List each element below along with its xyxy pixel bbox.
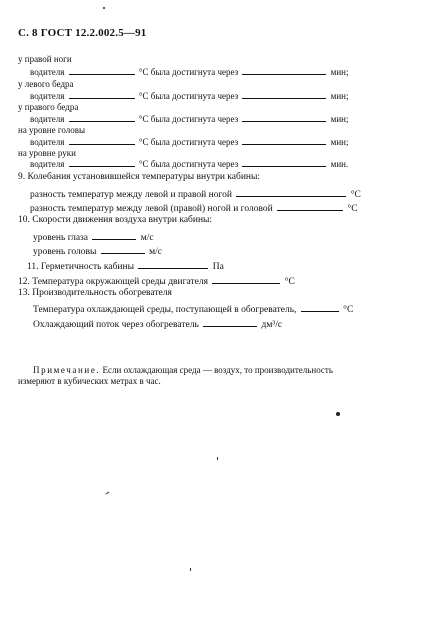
temp-driver-label: водителя <box>30 114 65 124</box>
temp-unit: мин; <box>330 91 349 101</box>
temp-middle-label: °С была достигнута через <box>138 91 239 101</box>
s13-l1-label: Температура охлаждающей среды, поступающей в обогреватель, <box>33 305 297 315</box>
note-text-1: Если охлаждающая среда — воздух, то производительность <box>102 365 333 375</box>
section-13-line-1 <box>33 303 353 316</box>
scan-speck <box>103 7 105 9</box>
temp-value-field <box>69 113 135 122</box>
section-13-line-2 <box>33 318 282 331</box>
temp-middle-label: °С была достигнута через <box>138 137 239 147</box>
section-9-title: 9. Колебания установившейся температуры внутри кабины: <box>18 172 261 182</box>
s9-l2-label: разность температур между левой (правой) ногой и головой <box>30 204 273 214</box>
s13-l2-unit: дм³/с <box>261 320 283 330</box>
s10-l1-label: уровень глаза <box>33 233 89 243</box>
time-value-field <box>242 66 326 75</box>
temp-unit: мин; <box>330 114 349 124</box>
temp-unit: мин. <box>330 159 349 169</box>
s9-l1-unit: °С <box>350 190 361 200</box>
temp-location-5: на уровне руки <box>18 148 76 158</box>
temp-unit: мин; <box>330 67 349 77</box>
section-9-line-1 <box>30 188 361 201</box>
scan-speck <box>336 412 340 416</box>
s13-l2-field <box>203 318 257 327</box>
temp-row-3 <box>30 113 348 124</box>
temp-unit: мин; <box>330 137 349 147</box>
s12-label: 12. Температура окружающей среды двигателя <box>18 277 208 287</box>
time-value-field <box>242 113 326 122</box>
s11-field <box>138 260 208 269</box>
section-10-title: 10. Скорости движения воздуха внутри кабины: <box>18 215 213 225</box>
time-value-field <box>242 90 326 99</box>
s13-l1-field <box>301 303 339 312</box>
scan-speck <box>106 491 110 494</box>
temp-value-field <box>69 66 135 75</box>
s13-l2-label: Охлаждающий поток через обогреватель <box>33 320 199 330</box>
s13-l1-unit: °С <box>343 305 354 315</box>
s10-l2-field <box>101 245 145 254</box>
temp-row-4 <box>30 136 348 147</box>
temp-row-2 <box>30 90 348 101</box>
scan-speck <box>217 457 218 460</box>
section-12 <box>18 275 295 288</box>
s9-l2-unit: °С <box>347 204 358 214</box>
s10-l2-label: уровень головы <box>33 247 97 257</box>
s11-unit: Па <box>212 262 224 272</box>
temp-value-field <box>69 158 135 167</box>
s10-l1-unit: м/с <box>140 233 154 243</box>
scan-speck <box>190 568 191 571</box>
s12-field <box>212 275 280 284</box>
temp-value-field <box>69 136 135 145</box>
temp-driver-label: водителя <box>30 67 65 77</box>
s10-l1-field <box>92 231 136 240</box>
page-header: С. 8 ГОСТ 12.2.002.5—91 <box>18 27 147 39</box>
s9-l2-field <box>277 202 343 211</box>
time-value-field <box>242 136 326 145</box>
s9-l1-label: разность температур между левой и правой ногой <box>30 190 232 200</box>
section-11 <box>27 260 224 273</box>
temp-location-2: у левого бедра <box>18 79 74 89</box>
temp-location-4: на уровне головы <box>18 125 86 135</box>
note-line-2: измеряют в кубических метрах в час. <box>18 376 161 386</box>
temp-location-3: у правого бедра <box>18 102 79 112</box>
temp-middle-label: °С была достигнута через <box>138 67 239 77</box>
section-9-line-2 <box>30 202 358 215</box>
temp-location-1: у правой ноги <box>18 54 72 64</box>
temp-middle-label: °С была достигнута через <box>138 159 239 169</box>
note-line-1 <box>33 366 333 375</box>
section-10-line-1 <box>33 231 154 244</box>
time-value-field <box>242 158 326 167</box>
s9-l1-field <box>236 188 346 197</box>
s11-label: 11. Герметичность кабины <box>27 262 134 272</box>
s12-unit: °С <box>284 277 295 287</box>
note-label: Примечание. <box>33 365 101 375</box>
temp-row-5 <box>30 158 348 169</box>
temp-driver-label: водителя <box>30 159 65 169</box>
temp-driver-label: водителя <box>30 91 65 101</box>
temp-driver-label: водителя <box>30 137 65 147</box>
section-13-title: 13. Производительность обогревателя <box>18 288 172 298</box>
temp-row-1 <box>30 66 348 77</box>
temp-value-field <box>69 90 135 99</box>
temp-middle-label: °С была достигнута через <box>138 114 239 124</box>
section-10-line-2 <box>33 245 162 258</box>
s10-l2-unit: м/с <box>149 247 162 257</box>
